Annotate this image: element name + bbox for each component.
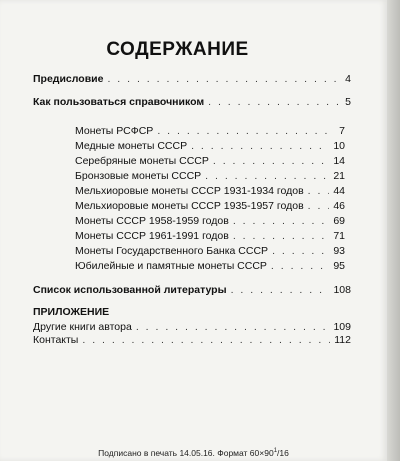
toc-leader-dots xyxy=(233,230,329,243)
toc-entry-page: 93 xyxy=(333,245,345,257)
toc-entry xyxy=(75,140,345,153)
toc-entry-page: 69 xyxy=(333,215,345,227)
toc-leader-dots xyxy=(191,140,329,153)
toc-entry-page: 7 xyxy=(339,125,345,137)
imprint-format-sub: /16 xyxy=(277,448,289,458)
toc-entry-references xyxy=(33,284,351,297)
toc-entry xyxy=(75,170,345,183)
toc-leader-dots xyxy=(231,284,330,297)
toc-entry-page: 71 xyxy=(333,230,345,242)
imprint-format-sup: 1 xyxy=(273,448,278,455)
toc-entry-label: Монеты Государственного Банка СССР xyxy=(75,245,269,257)
toc-leader-dots xyxy=(271,260,329,273)
toc-entry-page: 95 xyxy=(333,260,345,272)
page-title: СОДЕРЖАНИЕ xyxy=(106,39,249,60)
toc-entry-label: Серебряные монеты СССР xyxy=(75,155,209,167)
toc-leader-dots xyxy=(136,321,330,334)
toc-leader-dots xyxy=(308,185,330,198)
toc-entry-page: 4 xyxy=(345,73,351,85)
toc-entry-page: 109 xyxy=(333,321,351,333)
toc-leader-dots xyxy=(82,334,330,347)
appendix-heading: ПРИЛОЖЕНИЕ xyxy=(33,306,110,318)
toc-entry-page: 5 xyxy=(345,96,351,108)
toc-leader-dots xyxy=(272,245,329,258)
toc-entry-page: 10 xyxy=(333,140,345,152)
toc-entry-label: Монеты СССР 1961-1991 годов xyxy=(75,230,229,242)
toc-entry xyxy=(75,245,345,258)
toc-entry xyxy=(75,155,345,168)
toc-entry-page: 108 xyxy=(333,284,351,296)
toc-entry xyxy=(75,260,345,273)
toc-entry-page: 112 xyxy=(334,334,351,346)
page-edge xyxy=(387,0,400,461)
imprint-text: Подписано в печать 14.05.16. Формат 60×90 xyxy=(98,448,274,458)
toc-leader-dots xyxy=(107,73,341,86)
toc-leader-dots xyxy=(233,215,329,228)
toc-entry-page: 44 xyxy=(333,185,345,197)
toc-entry xyxy=(75,185,345,198)
toc-entry-label: Контакты xyxy=(33,334,79,346)
toc-entry-label: Монеты РСФСР xyxy=(75,125,154,137)
toc-entry-appendix xyxy=(33,321,351,334)
toc-entry-label: Монеты СССР 1958-1959 годов xyxy=(75,215,229,227)
toc-entry xyxy=(75,215,345,228)
toc-entry-label: Мельхиоровые монеты СССР 1935-1957 годов xyxy=(75,200,304,212)
toc-entry-preface xyxy=(33,73,351,86)
toc-entry-page: 46 xyxy=(333,200,345,212)
toc-leader-dots xyxy=(213,155,329,168)
imprint-footer xyxy=(0,448,387,458)
toc-entry xyxy=(75,200,345,213)
toc-entry-label: Другие книги автора xyxy=(33,321,132,333)
toc-entry xyxy=(75,125,345,138)
toc-entry-appendix xyxy=(33,334,351,347)
toc-leader-dots xyxy=(205,170,329,183)
toc-entry-label: Как пользоваться справочником xyxy=(33,96,205,108)
toc-entry-label: Бронзовые монеты СССР xyxy=(75,170,202,182)
toc-entry-page: 21 xyxy=(333,170,345,182)
toc-entry-label: Медные монеты СССР xyxy=(75,140,188,152)
toc-leader-dots xyxy=(208,96,341,109)
toc-entry-page: 14 xyxy=(333,155,345,167)
toc-entry-label: Мельхиоровые монеты СССР 1931-1934 годов xyxy=(75,185,304,197)
toc-entry-label: Предисловие xyxy=(33,73,104,85)
toc-entry-how-to-use xyxy=(33,96,351,109)
toc-entry-label: Юбилейные и памятные монеты СССР xyxy=(75,260,267,272)
toc-leader-dots xyxy=(308,200,330,213)
toc-entry-label: Список использованной литературы xyxy=(33,284,227,296)
toc-entry xyxy=(75,230,345,243)
toc-leader-dots xyxy=(157,125,335,138)
